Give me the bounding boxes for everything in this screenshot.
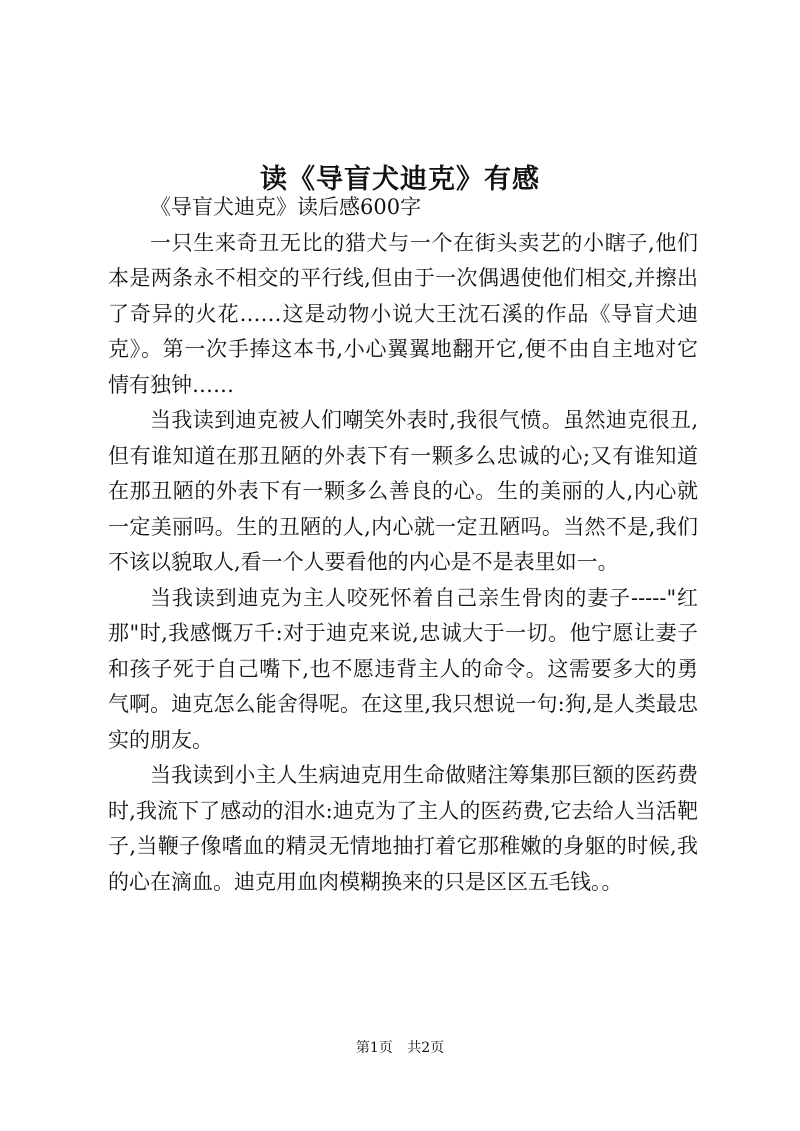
page-number-total: 共2页 [407, 1040, 445, 1056]
paragraph-4: 当我读到小主人生病迪克用生命做赌注筹集那巨额的医药费时,我流下了感动的泪水:迪克为了主人的医药费,它去给人当活靶子,当鞭子像嗜血的精灵无情地抽打着它那稚嫩的身躯的时候,我的心在滴血。迪克用血肉模糊换来的只是区区五毛钱。。 [108, 763, 698, 894]
page-number-current: 第1页 [355, 1040, 393, 1056]
paragraph-3: 当我读到迪克为主人咬死怀着自己亲生骨肉的妻子-----"红那"时,我感慨万千:对于迪克来说,忠诚大于一切。他宁愿让妻子和孩子死于自己嘴下,也不愿违背主人的命令。这需要多大的勇气啊。迪克怎么能舍得呢。在这里,我只想说一句:狗,是人类最忠实的朋友。 [108, 585, 698, 752]
paragraph-1: 一只生来奇丑无比的猎犬与一个在街头卖艺的小瞎子,他们本是两条永不相交的平行线,但由于一次偶遇使他们相交,并擦出了奇异的火花……这是动物小说大王沈石溪的作品《导盲犬迪克》。第一次手捧这本书,小心翼翼地翻开它,便不由自主地对它情有独钟…… [108, 230, 698, 397]
document-subtitle: 《导盲犬迪克》读后感600字 [150, 195, 422, 219]
page-title: 读《导盲犬迪克》有感 [260, 164, 540, 196]
paragraph-2: 当我读到迪克被人们嘲笑外表时,我很气愤。虽然迪克很丑,但有谁知道在那丑陋的外表下有一颗多么忠诚的心;又有谁知道在那丑陋的外表下有一颗多么善良的心。生的美丽的人,内心就一定美丽吗。生的丑陋的人,内心就一定丑陋吗。当然不是,我们不该以貌取人,看一个人要看他的内心是不是表里如一。 [108, 408, 698, 574]
page-footer [0, 1038, 800, 1058]
document-body [108, 190, 698, 900]
